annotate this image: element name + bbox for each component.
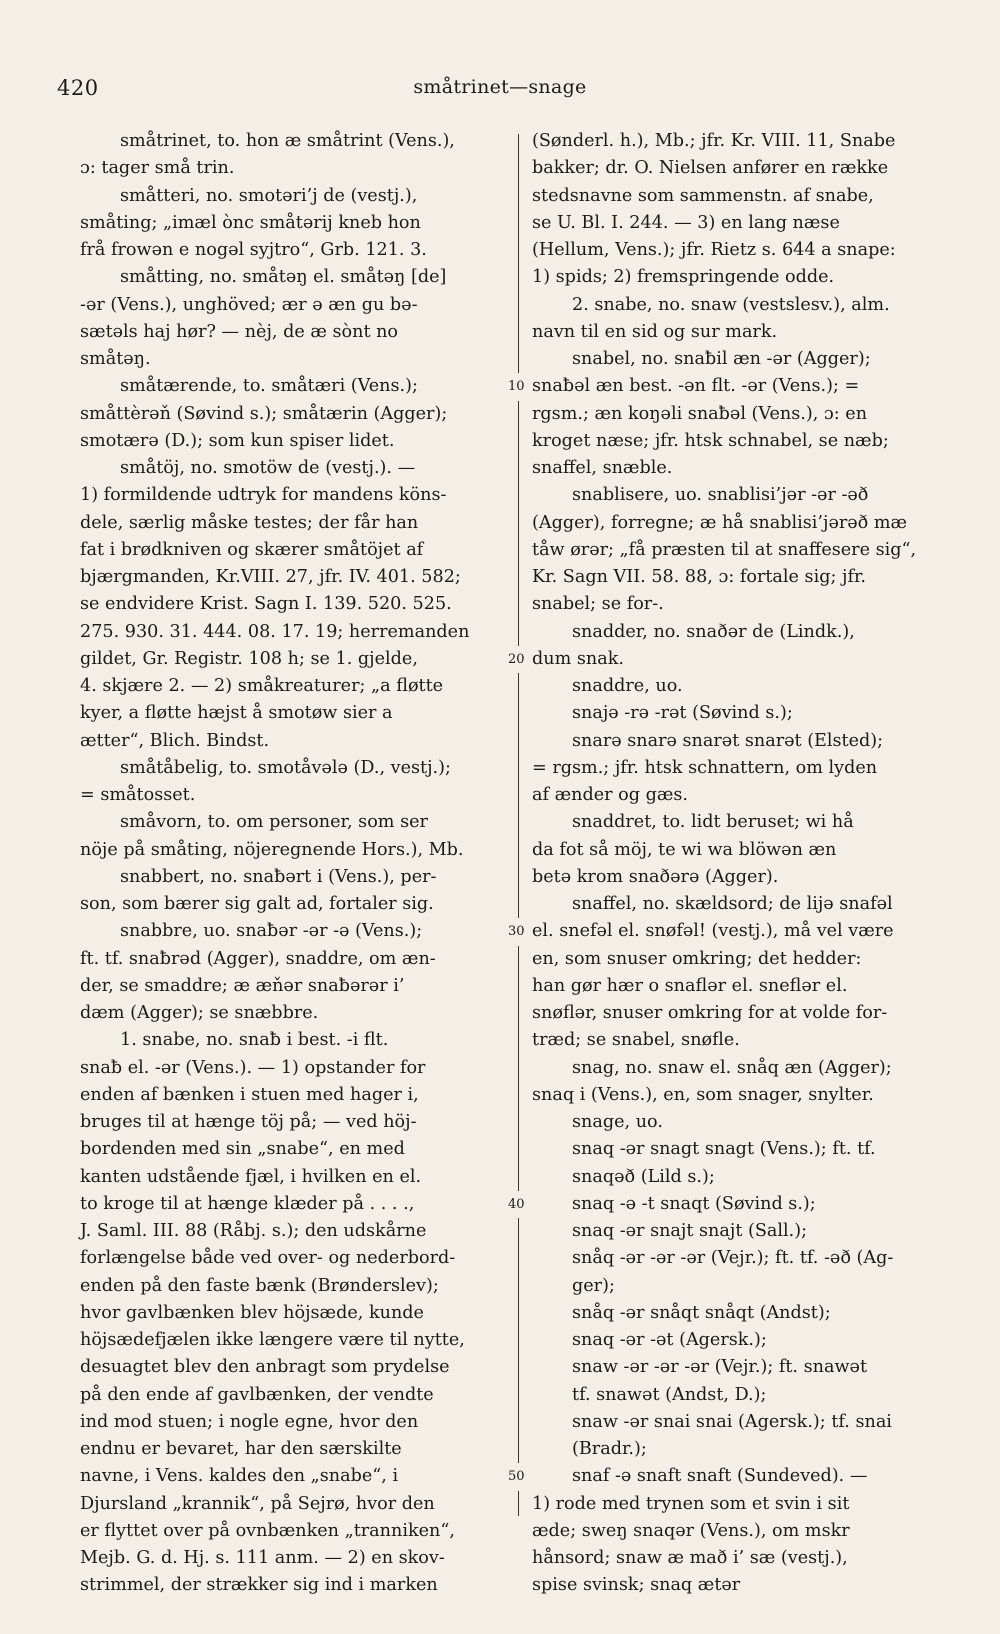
column-divider	[518, 134, 519, 1516]
text-line: fat i brødkniven og skærer småtöjet af	[80, 539, 424, 560]
text-line: snaq -ər -ət (Agersk.);	[572, 1330, 767, 1350]
text-line: snaqəð (Lild s.);	[572, 1166, 715, 1187]
text-line: kanten udstående fjæl, i hvilken en el.	[80, 1166, 422, 1187]
text-line: se U. Bl. I. 244. — 3) en lang næse	[532, 212, 840, 233]
text-line: nöje på småting, nöjeregnende Hors.), Mb.	[80, 839, 464, 860]
text-line: snabel; se for-.	[532, 594, 664, 615]
page-number: 420	[57, 76, 99, 100]
text-line: bakker; dr. O. Nielsen anfører en række	[532, 158, 889, 179]
text-line: på den ende af gavlbænken, der vendte	[80, 1384, 434, 1405]
text-line: -ər (Vens.), unghöved; ær ə æn gu bə-	[80, 294, 418, 315]
running-head: småtrinet—snage	[413, 76, 587, 98]
text-line: (Agger), forregne; æ hå snablisi’jərəð mæ	[532, 512, 908, 533]
text-line: hvor gavlbænken blev höjsæde, kunde	[80, 1302, 424, 1323]
text-line: snaddre, uo.	[572, 676, 683, 696]
text-line: snablisere, uo. snablisi’jər -ər -əð	[572, 485, 869, 506]
text-line: = rgsm.; jfr. htsk schnattern, om lyden	[532, 757, 878, 778]
text-line: snag, no. snaw el. snåq æn (Agger);	[572, 1057, 892, 1078]
text-line: der, se smaddre; æ æňər snaƀərər i’	[80, 975, 405, 996]
text-line: enden på den faste bænk (Brønderslev);	[80, 1275, 439, 1296]
text-line: ft. tf. snaƀrəd (Agger), snaddre, om æn-	[80, 948, 436, 969]
text-line: = småtosset.	[80, 785, 196, 805]
text-line: snabbre, uo. snaƀər -ər -ə (Vens.);	[120, 921, 423, 942]
text-line: snåq -ər snåqt snåqt (Andst);	[572, 1302, 831, 1323]
text-line: 1. snabe, no. snaƀ i best. -i flt.	[120, 1030, 389, 1051]
left-column	[80, 128, 508, 1600]
text-line: höjsædefjælen ikke længere være til nytte,	[80, 1330, 465, 1350]
right-column	[532, 128, 952, 1600]
text-line: kroget næse; jfr. htsk schnabel, se næb;	[532, 430, 889, 451]
text-line: 1) rode med trynen som et svin i sit	[532, 1493, 850, 1514]
text-line: 1) formildende udtryk for mandens köns-	[80, 485, 447, 506]
text-line: snaf -ə snaft snaft (Sundeved). —	[572, 1466, 868, 1487]
text-line: son, som bærer sig galt ad, fortaler sig.	[80, 894, 434, 914]
text-line: snaffel, snæble.	[532, 458, 673, 478]
text-line: snabbert, no. snaƀərt i (Vens.), per-	[120, 866, 437, 887]
line-number: 20	[506, 646, 527, 673]
text-line: ger);	[572, 1275, 615, 1296]
text-line: el. snefəl el. snøfəl! (vestj.), må vel være	[532, 921, 894, 942]
text-line: dele, særlig måske testes; der får han	[80, 512, 419, 533]
text-line: småtöj, no. smotöw de (vestj.). —	[120, 458, 416, 478]
text-line: frå frowən e nogəl syjtro“, Grb. 121. 3.	[80, 240, 427, 260]
text-line: 4. skjære 2. — 2) småkreaturer; „a fløtte	[80, 676, 444, 696]
text-line: navne, i Vens. kaldes den „snabe“, i	[80, 1466, 399, 1487]
text-line: snaƀəl æn best. -ən flt. -ər (Vens.); =	[532, 376, 860, 397]
text-line: småvorn, to. om personer, som ser	[120, 812, 428, 833]
text-line: bordenden med sin „snabe“, en med	[80, 1139, 405, 1160]
text-line: snadder, no. snaðər de (Lindk.),	[572, 621, 855, 642]
text-line: betə krom snaðərə (Agger).	[532, 866, 779, 887]
text-line: snøflər, snuser omkring for at volde for-	[532, 1003, 888, 1023]
text-line: småting; „imæl ònc småtərij kneb hon	[80, 212, 421, 233]
text-line: (Hellum, Vens.); jfr. Rietz s. 644 a snape:	[532, 240, 896, 260]
text-line: småttèrəň (Søvind s.); småtærin (Agger);	[80, 403, 448, 424]
text-line: da fot så möj, te wi wa blöwən æn	[532, 839, 837, 860]
text-line: snaƀ el. -ər (Vens.). — 1) opstander for	[80, 1057, 426, 1078]
text-line: snaq -ə -t snaqt (Søvind s.);	[572, 1193, 816, 1214]
text-line: snåq -ər -ər -ər (Vejr.); ft. tf. -əð (Ag-	[572, 1248, 894, 1269]
text-line: ind mod stuen; i nogle egne, hvor den	[80, 1411, 419, 1432]
text-line: tåw ørər; „få præsten til at snaffesere sig“,	[532, 539, 917, 560]
text-line: se endvidere Krist. Sagn I. 139. 520. 525.	[80, 594, 452, 615]
text-line: snage, uo.	[572, 1112, 663, 1132]
text-line: sætəls haj hør? — nèj, de æ sònt no	[80, 321, 399, 342]
text-line: enden af bænken i stuen med hager i,	[80, 1084, 419, 1105]
text-line: bjærgmanden, Kr.VIII. 27, jfr. IV. 401. 582;	[80, 567, 461, 587]
line-number: 10	[506, 373, 527, 400]
page-header	[0, 76, 1000, 108]
text-line: en, som snuser omkring; det hedder:	[532, 948, 862, 969]
text-line: snaq -ər snajt snajt (Sall.);	[572, 1221, 808, 1241]
text-line: tf. snawət (Andst, D.);	[572, 1384, 767, 1405]
text-line: smotærə (D.); som kun spiser lidet.	[80, 430, 395, 451]
text-line: bruges til at hænge töj på; — ved höj-	[80, 1112, 417, 1132]
text-line: spise svinsk; snaq ætər	[532, 1575, 741, 1596]
text-line: stedsnavne som sammenstn. af snabe,	[532, 185, 874, 206]
text-line: ætter“, Blich. Bindst.	[80, 730, 270, 751]
text-line: af ænder og gæs.	[532, 785, 689, 805]
text-line: småtåbelig, to. smotåvələ (D., vestj.);	[120, 757, 451, 778]
text-line: dæm (Agger); se snæbbre.	[80, 1003, 319, 1023]
text-line: Kr. Sagn VII. 58. 88, ɔ: fortale sig; jfr.	[532, 567, 867, 587]
text-line: Djursland „krannik“, på Sejrø, hvor den	[80, 1493, 435, 1514]
text-line: kyer, a fløtte hæjst å smotøw sier a	[80, 703, 393, 724]
text-line: J. Saml. III. 88 (Råbj. s.); den udskårne	[80, 1221, 427, 1241]
text-line: snaw -ər snai snai (Agersk.); tf. snai	[572, 1411, 892, 1432]
text-line: snaq i (Vens.), en, som snager, snylter.	[532, 1084, 874, 1105]
text-line: (Sønderl. h.), Mb.; jfr. Kr. VIII. 11, Snabe	[532, 131, 896, 151]
text-line: desuagtet blev den anbragt som prydelse	[80, 1357, 450, 1378]
text-line: endnu er bevaret, har den særskilte	[80, 1439, 402, 1459]
text-line: snaq -ər snagt snagt (Vens.); ft. tf.	[572, 1139, 876, 1160]
text-line: småtærende, to. småtæri (Vens.);	[120, 376, 418, 397]
text-line: 275. 930. 31. 444. 08. 17. 19; herremanden	[80, 621, 470, 642]
text-line: snaffel, no. skældsord; de lijə snafəl	[572, 894, 893, 914]
text-line: to kroge til at hænge klæder på . . . .,	[80, 1193, 415, 1214]
text-line: småtting, no. småtəŋ el. småtəŋ [de]	[120, 267, 447, 288]
text-line: snarə snarə snarət snarət (Elsted);	[572, 730, 884, 751]
text-line: er flyttet over på ovnbænken „tranniken“,	[80, 1520, 455, 1541]
text-line: snabel, no. snaƀil æn -ər (Agger);	[572, 349, 871, 369]
text-line: småtrinet, to. hon æ småtrint (Vens.),	[120, 131, 455, 151]
text-line: rgsm.; æn koŋəli snaƀəl (Vens.), ɔ: en	[532, 403, 868, 424]
line-number: 40	[506, 1191, 527, 1218]
text-line: forlængelse både ved over- og nederbord-	[80, 1248, 456, 1269]
text-line: snaddret, to. lidt beruset; wi hå	[572, 812, 854, 833]
text-line: æde; sweŋ snaqər (Vens.), om mskr	[532, 1520, 850, 1541]
text-line: Mejb. G. d. Hj. s. 111 anm. — 2) en skov-	[80, 1548, 445, 1568]
text-line: træd; se snabel, snøfle.	[532, 1030, 740, 1051]
text-line: hånsord; snaw æ mað i’ sæ (vestj.),	[532, 1548, 848, 1568]
text-line: (Bradr.);	[572, 1439, 647, 1459]
line-number: 50	[506, 1463, 527, 1490]
line-number: 30	[506, 918, 527, 945]
text-line: han gør hær o snaflər el. sneflər el.	[532, 975, 848, 996]
text-line: 1) spids; 2) fremspringende odde.	[532, 267, 835, 288]
text-line: strimmel, der strækker sig ind i marken	[80, 1575, 438, 1596]
text-line: gildet, Gr. Registr. 108 h; se 1. gjelde,	[80, 648, 418, 669]
text-line: småtteri, no. smotəri’j de (vestj.),	[120, 185, 418, 206]
text-line: dum snak.	[532, 648, 624, 669]
text-line: 2. snabe, no. snaw (vestslesv.), alm.	[572, 294, 890, 315]
text-line: navn til en sid og sur mark.	[532, 321, 778, 342]
text-line: småtəŋ.	[80, 349, 151, 369]
text-line: ɔ: tager små trin.	[80, 158, 235, 179]
text-line: snaw -ər -ər -ər (Vejr.); ft. snawət	[572, 1357, 868, 1378]
text-line: snajə -rə -rət (Søvind s.);	[572, 703, 793, 724]
